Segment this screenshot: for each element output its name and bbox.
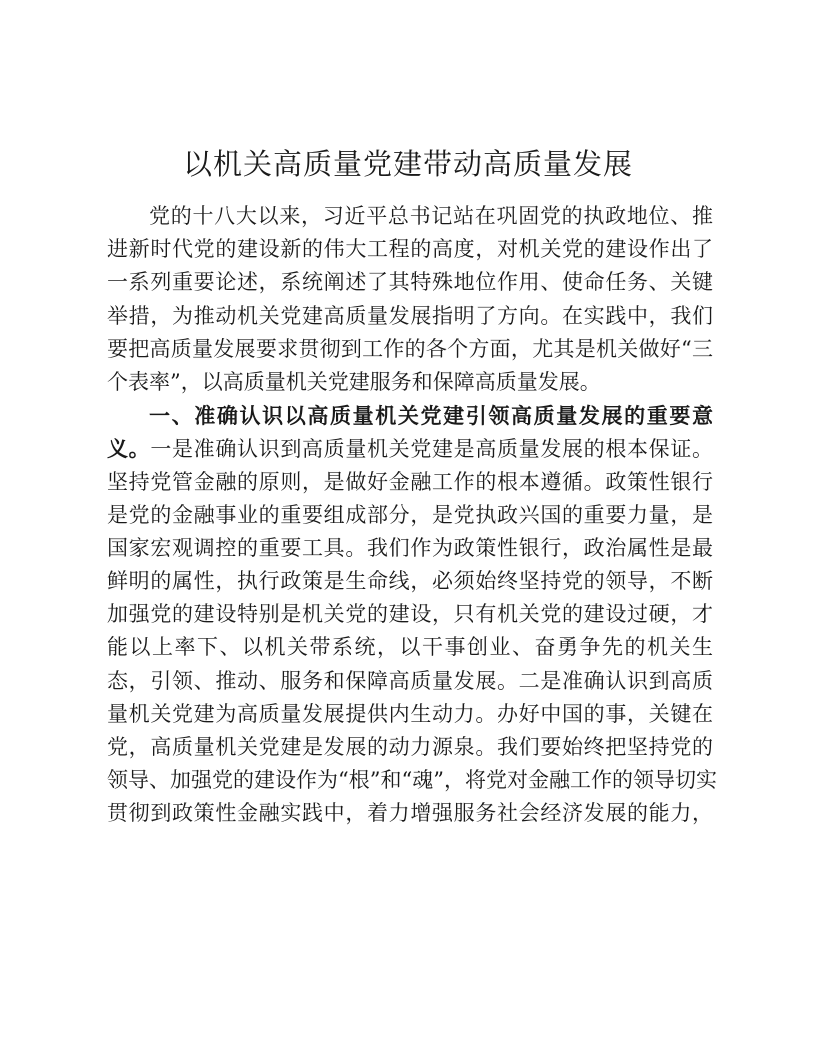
section-heading-line: 一、准确认识以高质量机关党建引领高质量发展的重要意: [149, 403, 713, 429]
paragraph-line: [107, 432, 713, 465]
paragraph-line: 党的十八大以来，习近平总书记站在巩固党的执政地位、推: [149, 204, 713, 228]
paragraph-line: 加强党的建设特别是机关党的建设，只有机关党的建设过硬，才: [107, 602, 713, 627]
paragraph-line: 个表率”，以高质量机关党建服务和保障高质量发展。: [107, 369, 601, 394]
document-title: 以机关高质量党建带动高质量发展: [182, 147, 633, 181]
paragraph-line: 国家宏观调控的重要工具。我们作为政策性银行，政治属性是最: [107, 535, 713, 560]
document-body: [107, 200, 717, 864]
paragraph-line: 领导、加强党的建设作为“根”和“魂”，将党对金融工作的领导切实: [107, 768, 717, 793]
paragraph-text: 一是准确认识到高质量机关党建是高质量发展的根本保证。: [150, 437, 714, 462]
paragraph-line: 要把高质量发展要求贯彻到工作的各个方面，尤其是机关做好“三: [107, 336, 713, 361]
paragraph-line: 一系列重要论述，系统阐述了其特殊地位作用、使命任务、关键: [107, 270, 713, 295]
paragraph-line: 党，高质量机关党建是发展的动力源泉。我们要始终把坚持党的: [107, 735, 713, 759]
paragraph-line: 举措，为推动机关党建高质量发展指明了方向。在实践中，我们: [107, 303, 713, 328]
paragraph-line: 坚持党管金融的原则，是做好金融工作的根本遵循。政策性银行: [107, 469, 713, 494]
paragraph-line: 进新时代党的建设新的伟大工程的高度，对机关党的建设作出了: [107, 237, 713, 262]
paragraph-line: [107, 831, 713, 864]
paragraph-line: 态，引领、推动、服务和保障高质量发展。二是准确认识到高质: [107, 668, 713, 693]
section-heading-end: 义。: [107, 436, 151, 462]
paragraph-line: 贯彻到政策性金融实践中，着力增强服务社会经济发展的能力，: [107, 801, 713, 826]
paragraph-line: 能以上率下、以机关带系统，以干事创业、奋勇争先的机关生: [107, 635, 713, 660]
paragraph-line: 量机关党建为高质量发展提供内生动力。办好中国的事，关键在: [107, 701, 713, 726]
paragraph-line: 鲜明的属性，执行政策是生命线，必须始终坚持党的领导，不断: [107, 569, 713, 594]
paragraph-line: 是党的金融事业的重要组成部分，是党执政兴国的重要力量，是: [107, 502, 713, 527]
